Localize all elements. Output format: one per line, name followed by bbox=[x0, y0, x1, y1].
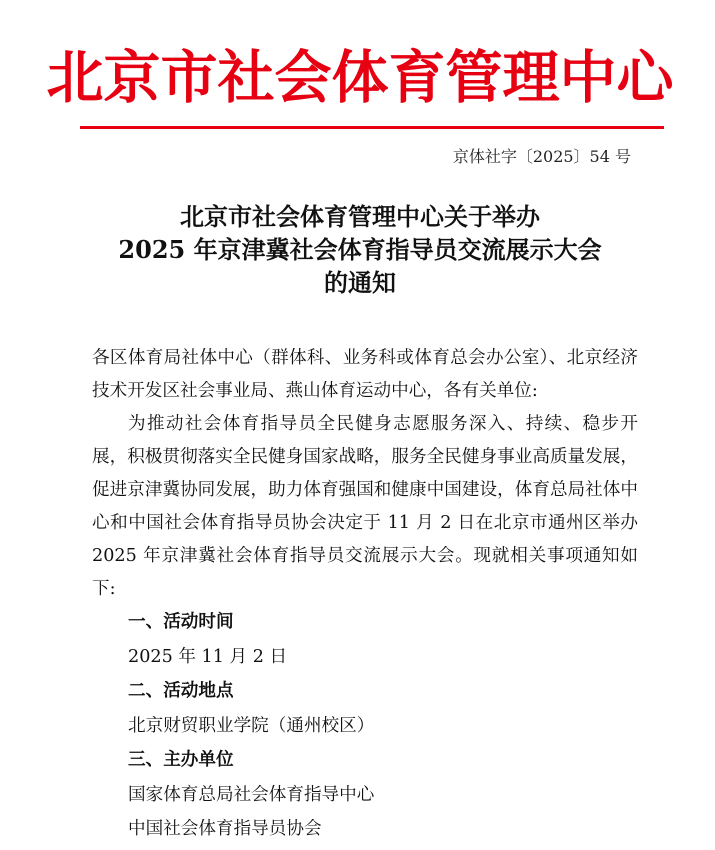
title-line-2: 2025 年京津冀社会体育指导员交流展示大会 bbox=[118, 235, 602, 264]
section-3-item-2: 中国社会体育指导员协会 bbox=[128, 819, 322, 839]
section-2-text: 北京财贸职业学院（通州校区） bbox=[128, 715, 375, 736]
document-body bbox=[92, 342, 638, 848]
document-number: 京体社字〔2025〕54 号 bbox=[452, 147, 631, 166]
section-1-heading: 一、活动时间 bbox=[128, 612, 234, 632]
section-1-text: 2025 年 11 月 2 日 bbox=[128, 646, 288, 667]
masthead-red-rule bbox=[80, 126, 664, 129]
section-2-heading: 二、活动地点 bbox=[128, 681, 234, 701]
section-3-item-1: 国家体育总局社会体育指导中心 bbox=[128, 784, 375, 805]
title-line-3: 的通知 bbox=[324, 268, 396, 297]
masthead-org-name: 北京市社会体育管理中心 bbox=[46, 44, 674, 111]
intro-paragraph: 为推动社会体育指导员全民健身志愿服务深入、持续、稳步开展，积极贯彻落实全民健身国家战略，服务全民健身事业高质量发展，促进京津冀协同发展，助力体育强国和健康中国建设，体育总局社体中心和中国社会体育指导员协会决定于 11 月 2 日在北京市通州区举办 2025 年京津冀社会体育指导员交流展示大会。现就相关事项通知如下: bbox=[92, 414, 638, 599]
title-line-1: 北京市社会体育管理中心关于举办 bbox=[180, 202, 540, 231]
document-title bbox=[60, 200, 660, 299]
section-3-heading: 三、主办单位 bbox=[128, 750, 234, 770]
addressee-paragraph: 各区体育局社体中心（群体科、业务科或体育总会办公室）、北京经济技术开发区社会事业局、燕山体育运动中心，各有关单位: bbox=[92, 348, 638, 401]
